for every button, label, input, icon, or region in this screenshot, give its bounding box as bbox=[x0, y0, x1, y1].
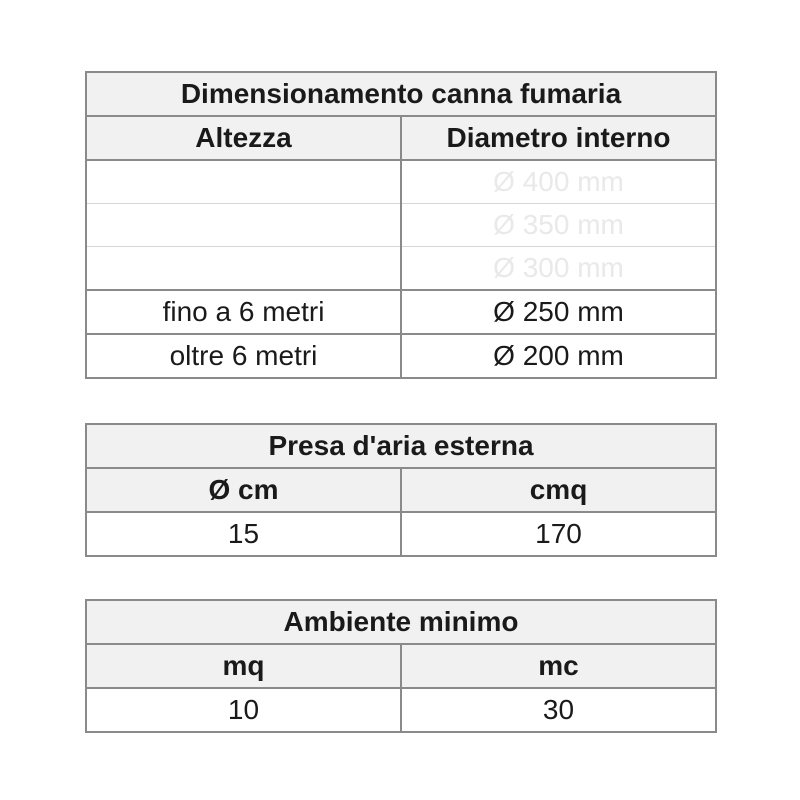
header-mq: mq bbox=[86, 644, 401, 688]
header-diametro-interno: Diametro interno bbox=[401, 116, 716, 160]
header-diametro-cm: Ø cm bbox=[86, 468, 401, 512]
presa-aria-title: Presa d'aria esterna bbox=[86, 424, 716, 468]
diametro-cell: Ø 250 mm bbox=[401, 290, 716, 334]
diametro-cell: Ø 350 mm bbox=[401, 204, 716, 247]
altezza-cell bbox=[86, 160, 401, 204]
mq-cell: 10 bbox=[86, 688, 401, 732]
table-row bbox=[86, 204, 716, 247]
header-cmq: cmq bbox=[401, 468, 716, 512]
ambiente-minimo-table bbox=[85, 599, 717, 733]
table-row bbox=[86, 334, 716, 378]
header-mc: mc bbox=[401, 644, 716, 688]
presa-aria-table bbox=[85, 423, 717, 557]
table-row bbox=[86, 512, 716, 556]
diametro-cell: Ø 300 mm bbox=[401, 247, 716, 291]
table-row bbox=[86, 290, 716, 334]
altezza-cell bbox=[86, 204, 401, 247]
mc-cell: 30 bbox=[401, 688, 716, 732]
table-row bbox=[86, 688, 716, 732]
altezza-cell: fino a 6 metri bbox=[86, 290, 401, 334]
cmq-cell: 170 bbox=[401, 512, 716, 556]
diametro-cm-cell: 15 bbox=[86, 512, 401, 556]
altezza-cell bbox=[86, 247, 401, 291]
table-row bbox=[86, 160, 716, 204]
diametro-cell: Ø 400 mm bbox=[401, 160, 716, 204]
header-altezza: Altezza bbox=[86, 116, 401, 160]
ambiente-minimo-title: Ambiente minimo bbox=[86, 600, 716, 644]
altezza-cell: oltre 6 metri bbox=[86, 334, 401, 378]
table-row bbox=[86, 247, 716, 291]
canna-fumaria-title: Dimensionamento canna fumaria bbox=[86, 72, 716, 116]
diametro-cell: Ø 200 mm bbox=[401, 334, 716, 378]
canna-fumaria-table bbox=[85, 71, 717, 379]
